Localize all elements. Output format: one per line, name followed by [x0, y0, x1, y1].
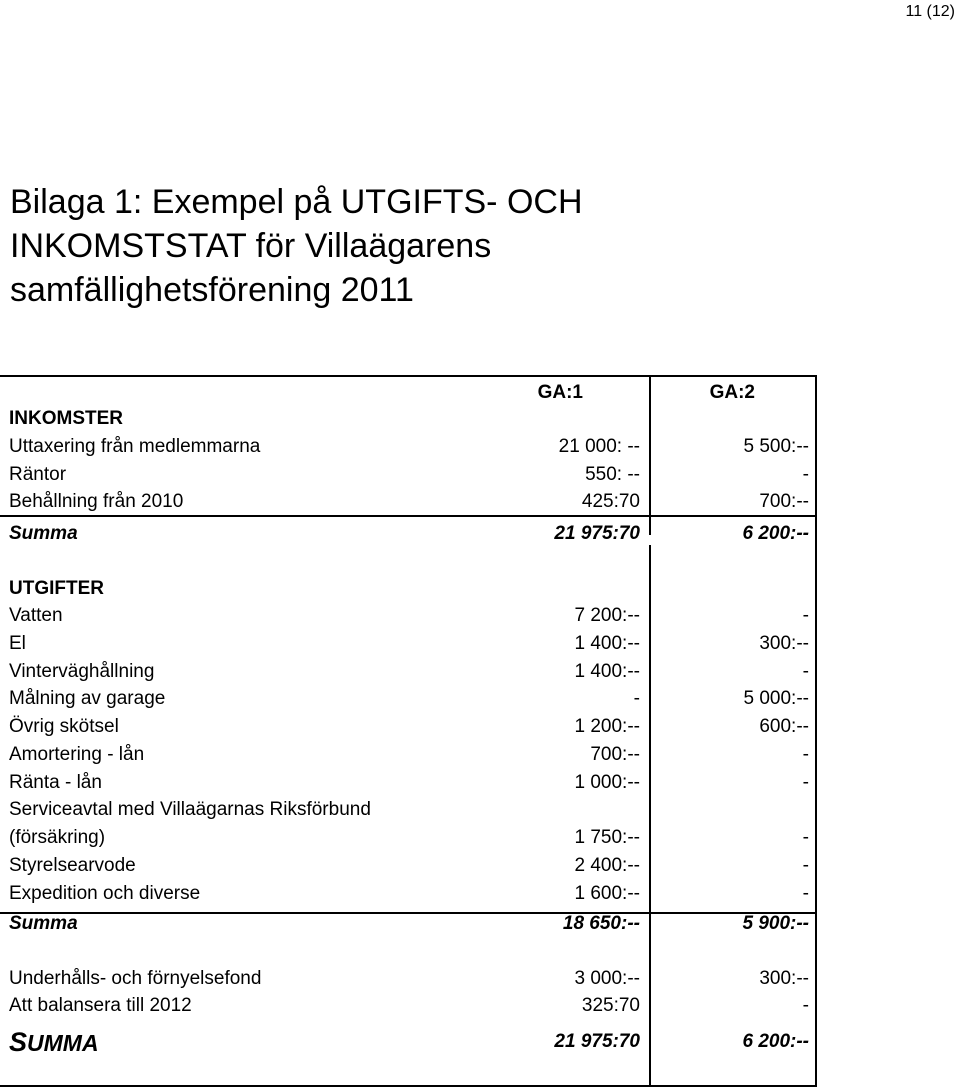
table-row — [0, 993, 815, 1019]
ga1-value: 550: -- — [585, 464, 640, 485]
ga2-value: - — [802, 855, 809, 876]
ga1-value: 21 000: -- — [558, 436, 640, 457]
ga1-value: 1 200:-- — [574, 716, 640, 737]
ga2-value: 700:-- — [759, 491, 809, 512]
row-label: Att balansera till 2012 — [9, 995, 192, 1016]
row-label: Behållning från 2010 — [9, 491, 184, 512]
table-row — [0, 742, 815, 768]
row-label: Uttaxering från medlemmarna — [9, 436, 261, 457]
ga1-grand-total: 21 975:70 — [554, 1031, 640, 1052]
row-label: Målning av garage — [9, 688, 166, 709]
ga2-summa: 6 200:-- — [742, 523, 809, 544]
row-label: Vinterväghållning — [9, 661, 155, 682]
title-line-2: INKOMSTSTAT för Villaägarens — [10, 227, 492, 265]
table-row — [0, 462, 815, 488]
ga1-value: 1 400:-- — [574, 633, 640, 654]
row-label: Amortering - lån — [9, 744, 145, 765]
ga2-value: 5 500:-- — [743, 436, 809, 457]
ga2-value: 5 000:-- — [743, 688, 809, 709]
row-label: El — [9, 633, 26, 654]
ga2-grand-total: 6 200:-- — [742, 1031, 809, 1052]
title-line-3: samfällighetsförening 2011 — [10, 271, 414, 309]
ga1-value: 325:70 — [581, 995, 640, 1016]
ga1-value: - — [633, 688, 640, 709]
table-row — [0, 686, 815, 712]
grand-total-label-rest: UMMA — [27, 1030, 99, 1056]
ga2-value: - — [802, 995, 809, 1016]
ga2-value: 300:-- — [759, 968, 809, 989]
column-header-ga2: GA:2 — [709, 382, 755, 403]
utgifter-summa-row — [0, 911, 815, 937]
title-line-1: Bilaga 1: Exempel på UTGIFTS- OCH — [10, 183, 583, 221]
summa-label: Summa — [9, 523, 78, 544]
summa-label: Summa — [9, 913, 78, 934]
ga2-value: - — [802, 827, 809, 848]
table-row — [0, 797, 815, 823]
row-label: Ränta - lån — [9, 772, 102, 793]
row-label: (försäkring) — [9, 827, 106, 848]
ga1-value: 7 200:-- — [574, 605, 640, 626]
table-row — [0, 853, 815, 879]
inkomster-summa-row — [0, 521, 815, 547]
ga1-value: 425:70 — [581, 491, 640, 512]
row-label: Expedition och diverse — [9, 883, 201, 904]
ga1-summa: 21 975:70 — [554, 523, 640, 544]
table-row — [0, 770, 815, 796]
row-label: Underhålls- och förnyelsefond — [9, 968, 262, 989]
ga2-value: - — [802, 605, 809, 626]
section-heading-inkomster — [0, 406, 815, 432]
ga2-value: 300:-- — [759, 633, 809, 654]
row-label: Räntor — [9, 464, 67, 485]
ga2-value: - — [802, 772, 809, 793]
ga1-value: 1 750:-- — [574, 827, 640, 848]
ga2-value: - — [802, 744, 809, 765]
ga1-value: 2 400:-- — [574, 855, 640, 876]
ga1-value: 1 000:-- — [574, 772, 640, 793]
ga2-value: - — [802, 661, 809, 682]
ga1-summa: 18 650:-- — [562, 913, 640, 934]
table-row — [0, 714, 815, 740]
ga2-value: - — [802, 883, 809, 904]
ga2-value: 600:-- — [759, 716, 809, 737]
column-header-row — [0, 380, 815, 406]
table-row — [0, 631, 815, 657]
document-title — [10, 180, 910, 312]
ga2-value: - — [802, 464, 809, 485]
page-number: 11 (12) — [905, 3, 955, 20]
row-label: Övrig skötsel — [9, 716, 119, 737]
column-header-ga1: GA:1 — [537, 382, 583, 403]
section-heading-label: UTGIFTER — [9, 578, 104, 599]
row-label: Styrelsearvode — [9, 855, 136, 876]
table-row — [0, 881, 815, 907]
section-heading-utgifter — [0, 576, 815, 602]
table-row — [0, 603, 815, 629]
table-row — [0, 825, 815, 851]
row-label: Serviceavtal med Villaägarnas Riksförbund — [9, 799, 371, 820]
ga2-summa: 5 900:-- — [742, 913, 809, 934]
ga1-value: 700:-- — [590, 744, 640, 765]
inkomster-summa-divider — [0, 515, 817, 517]
table-row — [0, 489, 815, 515]
grand-total-label — [9, 1024, 99, 1061]
ga1-value: 3 000:-- — [574, 968, 640, 989]
section-heading-label: INKOMSTER — [9, 408, 123, 429]
grand-total-row — [0, 1024, 815, 1060]
table-row — [0, 966, 815, 992]
grand-total-label-first: S — [9, 1027, 28, 1057]
row-label: Vatten — [9, 605, 63, 626]
table-row — [0, 434, 815, 460]
table-row — [0, 659, 815, 685]
ga1-value: 1 600:-- — [574, 883, 640, 904]
ga1-value: 1 400:-- — [574, 661, 640, 682]
